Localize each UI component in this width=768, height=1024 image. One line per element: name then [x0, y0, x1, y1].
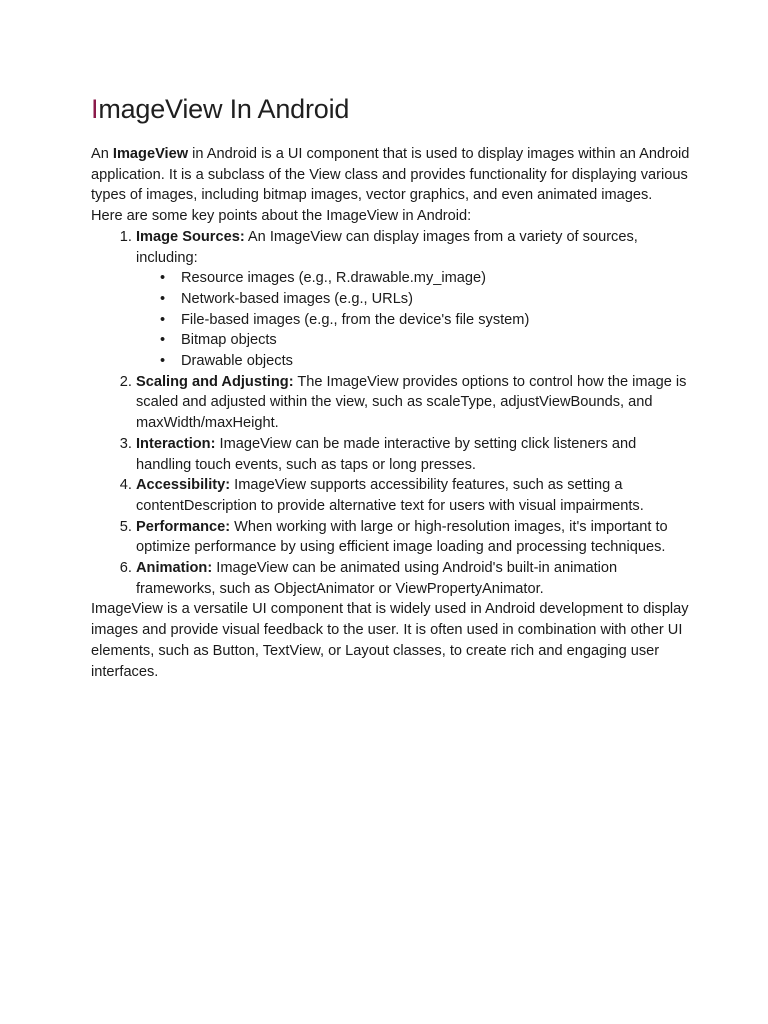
point-label: Accessibility: [136, 477, 231, 494]
list-item [136, 227, 691, 372]
point-label: Animation: [136, 560, 213, 577]
list-item [136, 475, 691, 516]
page-title [91, 92, 691, 126]
intro-prefix: An [91, 146, 113, 162]
list-item [136, 558, 691, 599]
document-page [91, 92, 691, 682]
intro-paragraph [91, 144, 691, 206]
list-item: • Resource images (e.g., R.drawable.my_image) [181, 268, 691, 289]
key-points-list [91, 227, 691, 600]
title-rest: mageView In Android [98, 94, 350, 124]
point-text: An ImageView can display images from a variety of sources, including: [136, 228, 638, 266]
point-label: Performance: [136, 518, 231, 535]
list-item: • Bitmap objects [181, 330, 691, 351]
point-label: Scaling and Adjusting: [136, 373, 294, 390]
image-sources-list [136, 268, 691, 372]
list-item: • File-based images (e.g., from the device's file system) [181, 310, 691, 331]
intro-bold-term: ImageView [112, 146, 189, 162]
list-item [136, 517, 691, 558]
lead-paragraph: Here are some key points about the ImageView in Android: [91, 208, 472, 225]
point-text: ImageView can be animated using Android's built-in animation frameworks, such as ObjectAnimator or ViewPropertyAnimator. [136, 560, 618, 597]
point-text: ImageView supports accessibility features, such as setting a contentDescription to provide alternative text for users with visual impairments. [136, 477, 644, 514]
intro-text: in Android is a UI component that is used to display images within an Android application. It is a subclass of the View class and provides functionality for displaying various types of images, including bitmap images, vector graphics, and even animated images. [91, 146, 690, 204]
list-item [136, 372, 691, 434]
list-item [136, 434, 691, 475]
list-item: • Network-based images (e.g., URLs) [181, 289, 691, 310]
list-item: • Drawable objects [181, 351, 691, 372]
point-text: ImageView can be made interactive by setting click listeners and handling touch events, such as taps or long presses. [136, 435, 637, 473]
point-label: Interaction: [136, 435, 216, 452]
point-text: When working with large or high-resolution images, it's important to optimize performance by using efficient image loading and processing techniques. [136, 518, 668, 556]
title-first-letter: I [91, 94, 99, 124]
point-label: Image Sources: [136, 228, 245, 245]
conclusion-paragraph: ImageView is a versatile UI component that is widely used in Android development to display images and provide visual feedback to the user. It is often used in combination with other UI elements, such as Button, TextView, or Layout classes, to create rich and engaging user interfaces. [91, 601, 689, 680]
point-text: The ImageView provides options to control how the image is scaled and adjusted within the view, such as scaleType, adjustViewBounds, and maxWidth/maxHeight. [136, 373, 687, 432]
